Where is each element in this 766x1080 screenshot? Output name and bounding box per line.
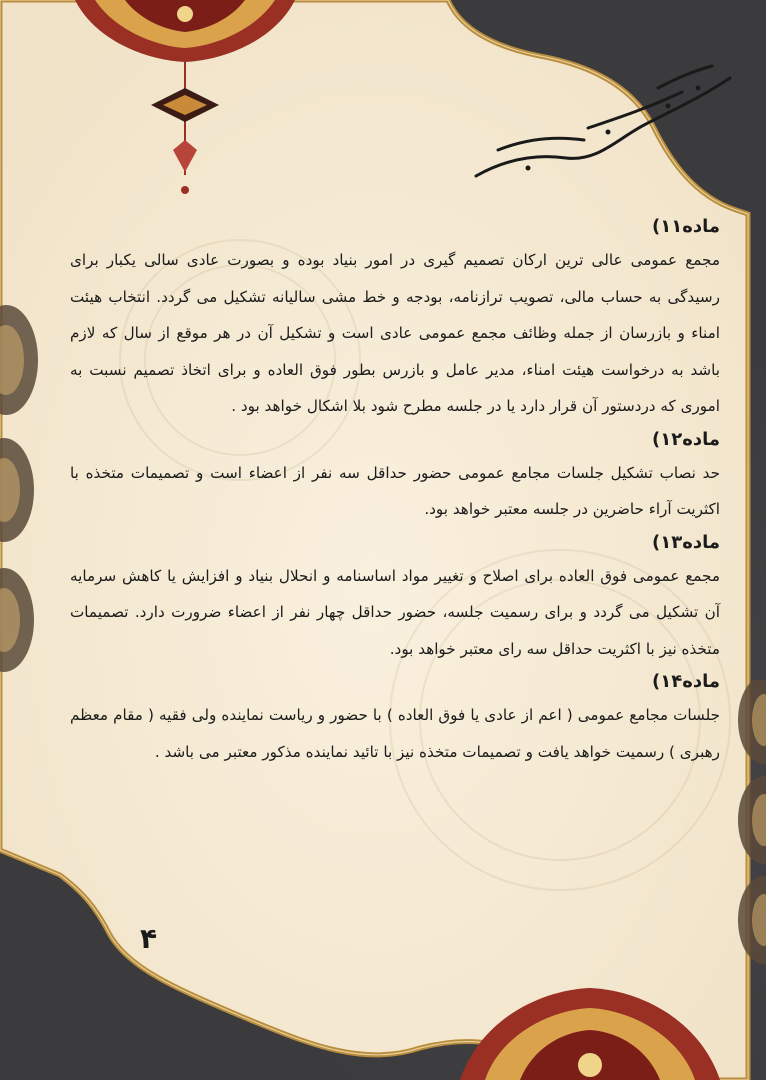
article-text: جلسات مجامع عمومی ( اعم از عادی یا فوق العاده ) با حضور و ریاست نماینده ولی فقیه ( مقام معظم رهبری ) رسمیت خواهد یافت و تصمیمات متخذه نیز با تائید نماینده مذکور معتبر می باشد . [70, 706, 720, 761]
article-12 [70, 425, 720, 528]
article-heading: ماده۱۳) [652, 531, 720, 553]
article-text: حد نصاب تشکیل جلسات مجامع عمومی حضور حداقل سه نفر از اعضاء است و تصمیمات متخذه با اکثریت آراء حاضرین در جلسه معتبر خواهد بود. [70, 463, 720, 518]
left-side-ornaments [0, 300, 60, 720]
bottom-medallion-ornament [440, 940, 740, 1080]
article-heading: ماده۱۴) [652, 671, 720, 692]
article-14 [70, 667, 720, 770]
article-text: مجمع عمومی فوق العاده برای اصلاح و تغییر مواد اساسنامه و انحلال بنیاد و افزایش یا کاهش سرمایه آن تشکیل می گردد و برای رسمیت جلسه، حضور حداقل چهار نفر از اعضاء ضرورت دارد. تصمیمات متخذه نیز با اکثریت حداقل سه رای معتبر خواهد بود. [70, 566, 720, 658]
organization-logo [468, 58, 736, 198]
article-13 [70, 528, 720, 668]
article-heading: ماده۱۲) [652, 428, 720, 450]
article-11 [70, 212, 720, 425]
article-text: مجمع عمومی عالی ترین ارکان تصمیم گیری در امور بنیاد بوده و بصورت عادی سالی یکبار برای رسیدگی به حساب مالی، تصویب ترازنامه، بودجه و خط مشی سالیانه تشکیل می گردد. انتخاب هیئت امناء و بازرسان از جمله وظائف مجمع عمومی عادی است و تشکیل آن در هر موقع از سال که لازم باشد به درخواست هیئت امناء، مدیر عامل و بازرس بطور فوق العاده و برای اتخاذ تصمیم نسبت به اموری که دردستور آن قرار دارد یا در جلسه مطرح شود بلا اشکال خواهد بود . [70, 251, 720, 415]
page-number: ۴ [140, 922, 158, 955]
top-medallion-ornament [55, 0, 315, 200]
article-heading: ماده۱۱) [652, 216, 720, 237]
document-body [70, 212, 720, 770]
